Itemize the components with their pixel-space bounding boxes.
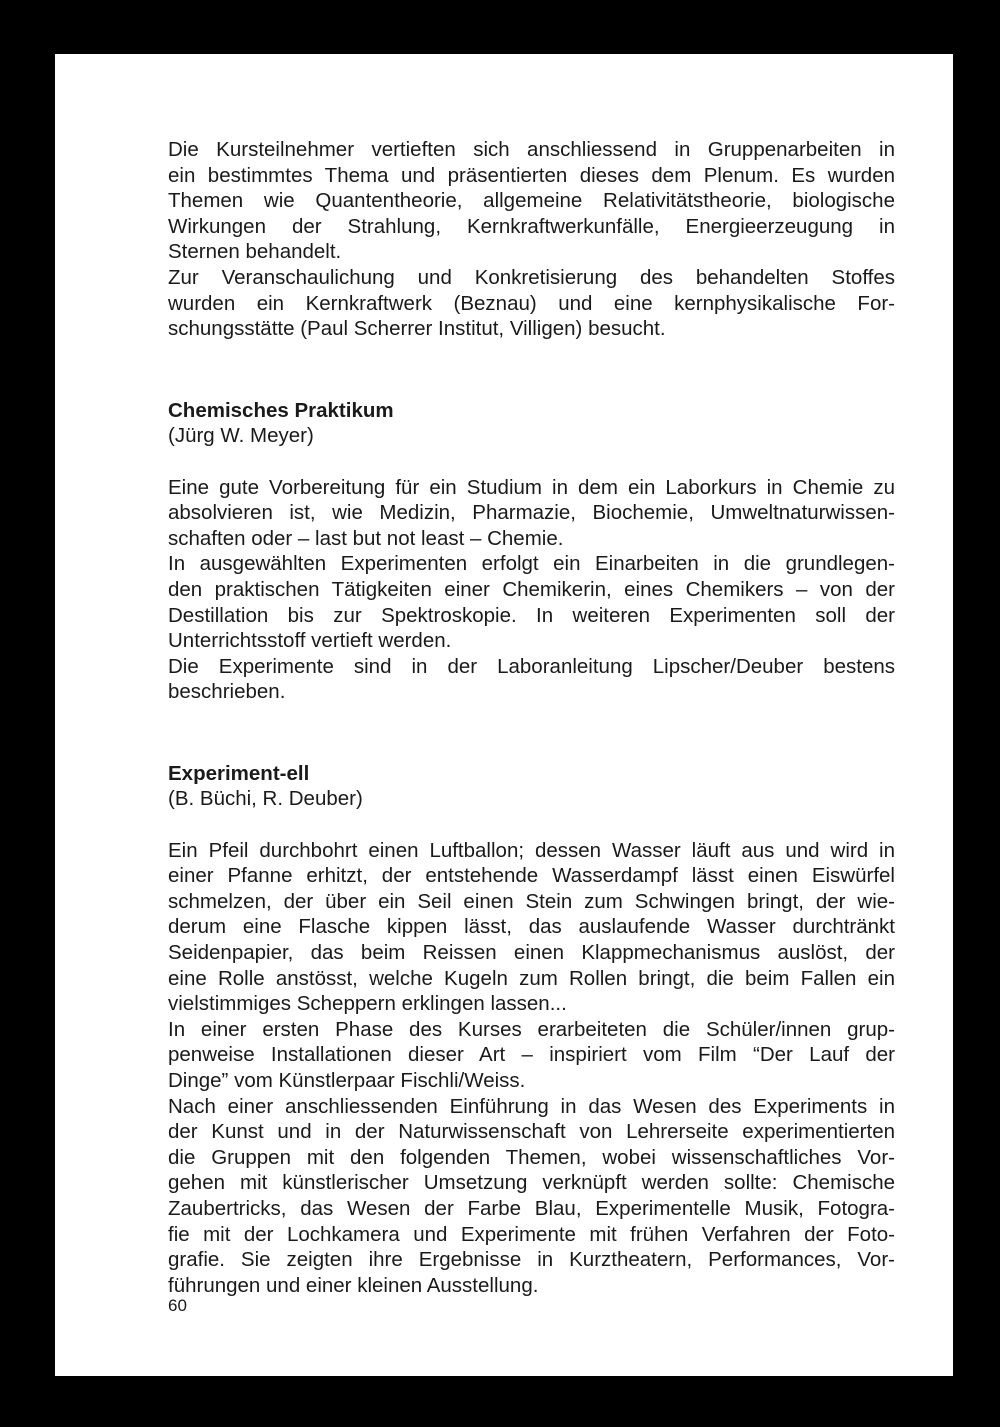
text-line: Nach einer anschliessenden Einführung in das Wesen des Experiments in bbox=[168, 1094, 895, 1118]
text-line: vielstimmiges Scheppern erklingen lassen... bbox=[168, 992, 567, 1016]
text-line: Unterrichtsstoff vertieft werden. bbox=[168, 629, 452, 653]
intro-paragraph bbox=[168, 137, 895, 342]
text-line: Seidenpapier, das beim Reissen einen Klappmechanismus auslöst, der bbox=[168, 941, 895, 965]
text-line: Eine gute Vorbereitung für ein Studium in dem ein Laborkurs in Chemie zu bbox=[168, 475, 895, 499]
text-line: wurden ein Kernkraftwerk (Beznau) und eine kernphysikalische For- bbox=[168, 291, 895, 315]
text-line: Die Experimente sind in der Laboranleitung Lipscher/Deuber bestens bbox=[168, 654, 895, 678]
text-line: schungsstätte (Paul Scherrer Institut, Villigen) besucht. bbox=[168, 317, 666, 341]
text-line: einer Pfanne erhitzt, der entstehende Wasserdampf lässt einen Eiswürfel bbox=[168, 864, 895, 888]
text-line: schmelzen, der über ein Seil einen Stein zum Schwingen bringt, der wie- bbox=[168, 889, 895, 913]
text-line: der Kunst und in der Naturwissenschaft von Lehrerseite experimentierten bbox=[168, 1120, 895, 1144]
text-line: Die Kursteilnehmer vertieften sich anschliessend in Gruppenarbeiten in bbox=[168, 138, 895, 161]
spacer bbox=[168, 342, 895, 398]
text-line: fie mit der Lochkamera und Experimente mit frühen Verfahren der Foto- bbox=[168, 1222, 895, 1246]
section-heading: Chemisches Praktikum bbox=[168, 398, 394, 422]
section-author: (B. Büchi, R. Deuber) bbox=[168, 787, 363, 811]
text-line: die Gruppen mit den folgenden Themen, wobei wissenschaftliches Vor- bbox=[168, 1145, 895, 1169]
text-line: Zaubertricks, das Wesen der Farbe Blau, Experimentelle Musik, Fotogra- bbox=[168, 1196, 895, 1220]
text-line: schaften oder – last but not least – Chemie. bbox=[168, 526, 564, 550]
section-author: (Jürg W. Meyer) bbox=[168, 424, 314, 448]
text-line: In ausgewählten Experimenten erfolgt ein Einarbeiten in die grundlegen- bbox=[168, 552, 895, 576]
spacer bbox=[168, 449, 895, 475]
section-chemisches-praktikum bbox=[168, 398, 895, 705]
text-line: Destillation bis zur Spektroskopie. In weiteren Experimenten soll der bbox=[168, 603, 895, 627]
section-experiment-ell bbox=[168, 761, 895, 1298]
spacer bbox=[168, 705, 895, 761]
text-line: Ein Pfeil durchbohrt einen Luftballon; dessen Wasser läuft aus und wird in bbox=[168, 838, 895, 862]
text-line: gehen mit künstlerischer Umsetzung verknüpft werden sollte: Chemische bbox=[168, 1171, 895, 1195]
text-line: grafie. Sie zeigten ihre Ergebnisse in Kurztheatern, Performances, Vor- bbox=[168, 1248, 895, 1272]
document-page bbox=[55, 54, 953, 1376]
text-line: absolvieren ist, wie Medizin, Pharmazie, Biochemie, Umweltnaturwissen- bbox=[168, 501, 895, 525]
text-line: beschrieben. bbox=[168, 680, 286, 704]
page-content bbox=[168, 137, 895, 1298]
text-line: Zur Veranschaulichung und Konkretisierung des behandelten Stoffes bbox=[168, 265, 895, 289]
page-number: 60 bbox=[168, 1296, 187, 1315]
text-line: eine Rolle anstösst, welche Kugeln zum Rollen bringt, die beim Fallen ein bbox=[168, 966, 895, 990]
text-line: penweise Installationen dieser Art – inspiriert vom Film “Der Lauf der bbox=[168, 1043, 895, 1067]
section-heading: Experiment-ell bbox=[168, 761, 310, 785]
spacer bbox=[168, 812, 895, 838]
text-line: Sternen behandelt. bbox=[168, 240, 342, 264]
text-line: Themen wie Quantentheorie, allgemeine Relativitätstheorie, biologische bbox=[168, 189, 895, 213]
text-line: Dinge” vom Künstlerpaar Fischli/Weiss. bbox=[168, 1069, 526, 1092]
text-line: In einer ersten Phase des Kurses erarbeiteten die Schüler/innen grup- bbox=[168, 1017, 895, 1041]
text-line: ein bestimmtes Thema und präsentierten dieses dem Plenum. Es wurden bbox=[168, 163, 895, 187]
text-line: Wirkungen der Strahlung, Kernkraftwerkunfälle, Energieerzeugung in bbox=[168, 214, 895, 238]
text-line: derum eine Flasche kippen lässt, das auslaufende Wasser durchtränkt bbox=[168, 915, 895, 939]
text-line: führungen und einer kleinen Ausstellung. bbox=[168, 1273, 539, 1297]
text-line: den praktischen Tätigkeiten einer Chemikerin, eines Chemikers – von der bbox=[168, 577, 895, 601]
